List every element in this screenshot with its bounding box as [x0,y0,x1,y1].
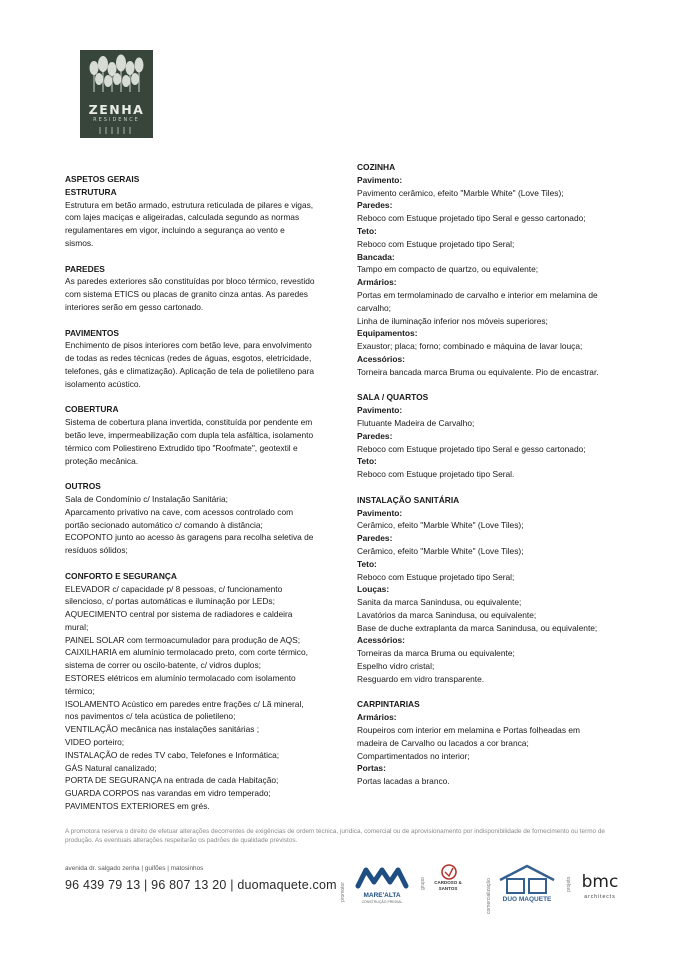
footer-phones: 96 439 79 13 | 96 807 13 20 | duomaquete.com [65,878,337,892]
text-line: ECOPONTO junto ao acesso às garagens para recolha seletiva de [65,532,314,543]
text-line: Exaustor; placa; forno; combinado e máquina de lavar louça; [357,341,583,352]
subsection-label: Paredes: [357,200,393,211]
partner-grupo [420,860,470,910]
text-line: Cerâmico, efeito "Marble White" (Love Tiles); [357,545,524,556]
partner-projeto [566,860,626,910]
partner-role-label: promotor [340,881,346,902]
trees-icon [80,50,153,138]
partner-tagline: architects [584,894,616,900]
text-line: Reboco com Estuque projetado tipo Seral; [357,238,515,249]
text-line: ISOLAMENTO Acústico em paredes entre frações c/ Lã mineral, [65,698,304,709]
text-line: PORTA DE SEGURANÇA na entrada de cada Habitação; [65,775,279,786]
footer-address: avenida dr. salgado zenha | guifões | matosinhos [65,865,204,872]
text-line: sismos. [65,237,94,248]
subsection-label: Acessórios: [357,353,405,364]
section-outros [65,480,347,557]
partner-tagline: CONSTRUÇÃO PREDIAL [361,900,403,904]
text-line: Resguardo em vidro transparente. [357,673,485,684]
text-line: resíduos sólidos; [65,545,128,556]
section-title: COZINHA [357,162,396,172]
partner-comercializacao [486,860,560,916]
text-line: proteção mecânica. [65,455,139,466]
section-conforto [65,570,347,813]
subsection-label: Pavimento: [357,507,403,518]
subsection-label: Acessórios: [357,635,405,646]
mare-alta-logo-icon [352,864,412,890]
text-line: As paredes exteriores são constituídas por bloco térmico, revestido [65,276,315,287]
text-line: madeira de Carvalho ou lacados a cor branca; [357,737,529,748]
right-column [357,161,632,801]
partner-role-label: grupo [420,877,426,890]
text-line: PAINEL SOLAR com termoacumulador para produção de AQS; [65,634,301,645]
text-line: CAIXILHARIA em alumínio termolacado preto, com corte térmico, [65,647,308,658]
text-line: Lavatórios da marca Sanindusa, ou equivalente; [357,609,537,620]
zenha-logo [80,50,153,138]
text-line: com sistema ETICS ou placas de granito cinza antas. As paredes [65,289,308,300]
text-line: silencioso, c/ portas automáticas e iluminação por LEDs; [65,596,275,607]
text-line: mural; [65,621,89,632]
partner-name: DUO MAQUETE [502,896,552,903]
subsection-label: Paredes: [357,533,393,544]
section-title: INSTALAÇÃO SANITÁRIA [357,494,460,505]
subsection-label: Teto: [357,456,377,467]
text-line: sistema de correr ou oscilo-batente, c/ vidros duplos; [65,660,261,671]
footer-disclaimer: A promotora reserva o direito de efetuar alterações decorrentes de exigências de ordem técnica, jurídica, comercial ou de aprovisionamento por indisponibilidade de fornecimento ou termo de produção. As eventuais alterações respeitarão os padrões de qualidade previstos. [65,828,605,844]
text-line: Reboco com Estuque projetado tipo Seral e gesso cartonado; [357,213,586,224]
logo-brand-name: ZENHA [88,102,145,117]
section-sala [357,391,632,481]
text-line: Roupeiros com interior em melamina e Portas folheadas em [357,725,580,736]
text-line: carvalho; [357,302,391,313]
text-line: telefones, gás e climatização). Aplicação de tela de polietileno para [65,365,315,376]
section-title: CONFORTO E SEGURANÇA [65,570,177,581]
subsection-label: Louças: [357,584,390,595]
section-title: COBERTURA [65,404,119,415]
text-line: Portas em termolaminado de carvalho e interior em melamina de [357,289,598,300]
text-line: interiores serão em gesso cartonado. [65,301,204,312]
left-column [65,173,347,826]
section-carpintarias [357,698,632,788]
subsection-label: ESTRUTURA [65,186,117,197]
subsection-label: Pavimento: [357,405,403,416]
text-line: ELEVADOR c/ capacidade p/ 8 pessoas, c/ funcionamento [65,583,283,594]
subsection-label: Portas: [357,763,386,774]
section-aspetos [65,173,347,250]
text-line: Sanita da marca Sanindusa, ou equivalente; [357,597,522,608]
subsection-label: Teto: [357,225,377,236]
text-line: térmico com Poliestireno Extrudido tipo "Roofmate", geotextil e [65,442,298,453]
text-line: Portas lacadas a branco. [357,776,450,787]
text-line: VENTILAÇÃO mecânica nas instalações sanitárias ; [65,724,260,735]
logo-brand-subtitle: RESIDENCE [93,117,140,123]
text-line: GUARDA CORPOS nas varandas em vidro temperado; [65,788,271,799]
text-line: betão leve, impermeabilização com dupla tela asfáltica, isolamento [65,429,314,440]
text-line: portão secionado automático c/ comando à distância; [65,519,263,530]
subsection-label: Equipamentos: [357,328,418,339]
text-line: Linha de iluminação inferior nos móveis superiores; [357,315,548,326]
subsection-label: Armários: [357,277,397,288]
partner-role-label: comercialização [486,878,492,914]
subsection-label: Pavimento: [357,174,403,185]
text-line: Tampo em compacto de quartzo, ou equivalente; [357,264,539,275]
text-line: Estrutura em betão armado, estrutura reticulada de pilares e vigas, [65,199,314,210]
text-line: Reboco com Estuque projetado tipo Seral; [357,571,515,582]
text-line: Reboco com Estuque projetado tipo Seral e gesso cartonado; [357,443,586,454]
partner-name: MARE'ALTA [363,892,401,899]
text-line: Torneiras da marca Bruma ou equivalente; [357,648,515,659]
text-line: GÁS Natural canalizado; [65,762,157,773]
partner-name: CARDOSO & SANTOS [434,880,462,891]
section-title: CARPINTARIAS [357,699,420,710]
text-line: Compartimentados no interior; [357,750,470,761]
section-cozinha [357,161,632,379]
section-title: PAVIMENTOS [65,327,119,338]
section-cobertura [65,403,347,467]
text-line: Enchimento de pisos interiores com betão leve, para envolvimento [65,340,312,351]
text-line: INSTALAÇÃO de redes TV cabo, Telefones e Informática; [65,749,280,760]
text-line: térmico; [65,685,95,696]
partner-promotor [340,860,412,910]
text-line: Sistema de cobertura plana invertida, constituída por pendente em [65,417,313,428]
text-line: Pavimento cerâmico, efeito "Marble White" (Love Tiles); [357,187,564,198]
partner-name: bmc [581,872,619,892]
subsection-label: Armários: [357,712,397,723]
partner-role-label: projeto [566,876,572,892]
section-title: SALA / QUARTOS [357,392,429,403]
text-line: PAVIMENTOS EXTERIORES em grés. [65,801,210,812]
text-line: de todas as redes técnicas (redes de águas, esgotos, eletricidade, [65,353,312,364]
section-sanitaria [357,494,632,686]
house-icon [496,864,558,896]
section-pavimentos [65,327,347,391]
subsection-label: Paredes: [357,430,393,441]
section-title: PAREDES [65,263,105,274]
text-line: Cerâmico, efeito "Marble White" (Love Tiles); [357,520,524,531]
section-paredes [65,263,347,314]
text-line: Base de duche extraplanta da marca Sanindusa, ou equivalente; [357,622,598,633]
text-line: ESTORES elétricos em alumínio termolacado com isolamento [65,673,296,684]
text-line: Aparcamento privativo na cave, com acessos controlado com [65,506,294,517]
text-line: nos pavimentos c/ tela acústica de polietileno; [65,711,236,722]
text-line: Sala de Condomínio c/ Instalação Sanitária; [65,493,228,504]
subsection-label: Teto: [357,558,377,569]
section-title: OUTROS [65,481,101,492]
text-line: AQUECIMENTO central por sistema de radiadores e caldeira [65,609,293,620]
text-line: Reboco com Estuque projetado tipo Seral. [357,469,515,480]
text-line: com lajes maciças e aligeiradas, calculada segundo as normas [65,212,300,223]
text-line: Espelho vidro cristal; [357,661,435,672]
text-line: VIDEO porteiro; [65,737,125,748]
section-title: ASPETOS GERAIS [65,174,140,184]
text-line: Torneira bancada marca Bruma ou equivalente. Pio de encastrar. [357,366,599,377]
text-line: regulamentares em vigor, incluindo a segurança ao vento e [65,225,285,236]
text-line: Flutuante Madeira de Carvalho; [357,417,475,428]
text-line: isolamento acústico. [65,378,141,389]
subsection-label: Bancada: [357,251,395,262]
